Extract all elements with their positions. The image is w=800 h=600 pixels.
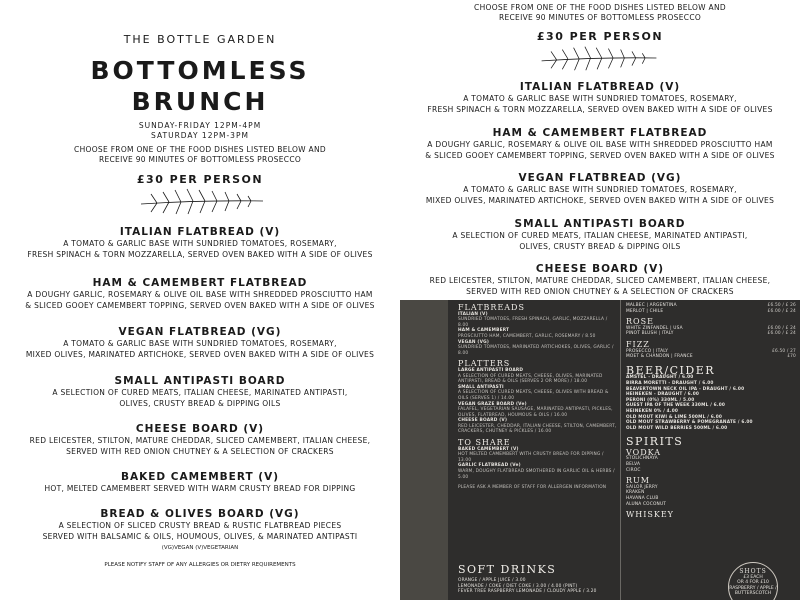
board-item-name: GARLIC FLATBREAD (Ve) bbox=[458, 463, 521, 469]
menu-item-desc: A DOUGHY GARLIC, ROSEMARY & OLIVE OIL BASE WITH SHREDDED PROSCIUTTO HAM bbox=[27, 290, 373, 299]
soft-drinks-section bbox=[458, 555, 618, 595]
board-item: ORANGE / APPLE JUICE / 3.00 bbox=[458, 578, 526, 583]
menu-item-desc: OLIVES, CRUSTY BREAD & DIPPING OILS bbox=[519, 241, 681, 251]
board-item: SAILOR JERRY bbox=[626, 484, 658, 490]
menu-board bbox=[448, 300, 800, 600]
menu-item-desc: HOT, MELTED CAMEMBERT SERVED WITH WARM CRUSTY BREAD FOR DIPPING bbox=[44, 484, 356, 493]
menu-item-name: CHEESE BOARD (V) bbox=[135, 423, 265, 435]
board-item: FEVER TREE RASPBERRY LEMONADE / CLOUDY APPLE / 3.20 bbox=[458, 589, 597, 595]
board-item-desc: SUNDRIED TOMATOES, MARINATED ARTICHOKES, OLIVES, GARLIC / 8.00 bbox=[458, 345, 614, 356]
menu-item-desc: A SELECTION OF SLICED CRUSTY BREAD & RUSTIC FLATBREAD PIECES bbox=[58, 521, 342, 530]
intro-line1: CHOOSE FROM ONE OF THE FOOD DISHES LISTED BELOW AND bbox=[474, 3, 726, 12]
board-item-name: MOET & CHANDON | FRANCE bbox=[626, 354, 693, 360]
board-item: LEMONADE / COKE / DIET COKE / 3.00 / 4.00 (PINT) bbox=[458, 583, 578, 589]
shots-line: RASPBERRY / APPLE / BUTTERSCOTCH bbox=[729, 585, 777, 596]
board-item: BIRRA MORETTI - DRAUGHT / 6.00 bbox=[626, 380, 714, 386]
section-heading: SPIRITS bbox=[626, 435, 684, 449]
menu-item-desc: A TOMATO & GARLIC BASE WITH SUNDRIED TOMATOES, ROSEMARY, bbox=[63, 239, 337, 248]
diet-legend: (VG)VEGAN (V)VEGETARIAN bbox=[161, 545, 239, 551]
board-item-name: SMALL ANTIPASTI bbox=[458, 384, 504, 390]
intro-line2: RECEIVE 90 MINUTES OF BOTTOMLESS PROSECCO bbox=[98, 155, 302, 164]
board-item-price: £6.00 / £ 24 bbox=[767, 331, 796, 337]
opening-hours bbox=[0, 121, 400, 140]
drinks-column bbox=[626, 300, 796, 519]
menu-item bbox=[400, 81, 800, 115]
board-item: OLD MOUT STRAWBERRY & POMEGRANATE / 6.00 bbox=[626, 420, 753, 426]
board-item-name: LARGE ANTIPASTI BOARD bbox=[458, 367, 524, 373]
menu-item-desc: SERVED WITH RED ONION CHUTNEY & A SELECTION OF CRACKERS bbox=[466, 286, 734, 296]
allergen-note: PLEASE ASK A MEMBER OF STAFF FOR ALLERGEN INFORMATION bbox=[458, 485, 607, 491]
section-heading: BEER/CIDER bbox=[626, 363, 716, 377]
intro-text bbox=[400, 3, 800, 23]
board-item-price: £6.50 / £ 26 bbox=[767, 303, 796, 308]
section-heading: PLATTERS bbox=[458, 359, 511, 369]
menu-item-desc: MIXED OLIVES, MARINATED ARTICHOKE, SERVED OVEN BAKED WITH A SIDE OF OLIVES bbox=[25, 349, 375, 359]
board-item-name: CHEESE BOARD (V) bbox=[458, 418, 508, 424]
hours-line2: SATURDAY 12PM-3PM bbox=[151, 130, 249, 140]
hours-line1: SUNDAY-FRIDAY 12PM-4PM bbox=[138, 121, 262, 130]
board-item-desc: RED LEICESTER, CHEDDAR, ITALIAN CHEESE, STILTON, CAMEMBERT, CRACKERS, CHUTNEY & PICKLES / 16.00 bbox=[458, 423, 617, 435]
board-item-desc: A SELECTION OF CURED MEATS, CHEESE, OLIVES, MARINATED ANTIPASTI, BREAD & OILS (SERVES 2 OR MORE) / 18.00 bbox=[458, 373, 603, 385]
menu-item-desc: RED LEICESTER, STILTON, MATURE CHEDDAR, SLICED CAMEMBERT, ITALIAN CHEESE, bbox=[429, 276, 771, 285]
shots-badge bbox=[728, 562, 778, 600]
board-item-desc: A SELECTION OF CURED MEATS, CHEESE, OLIVES WITH BREAD & OILS (SERVES 1) / 14.00 bbox=[458, 390, 609, 401]
venue-name: THE BOTTLE GARDEN bbox=[123, 33, 277, 46]
board-item-desc: HOT MELTED CAMEMBERT WITH CRUSTY BREAD FOR DIPPING / 13.00 bbox=[458, 452, 604, 463]
board-item-name: WHITE ZINFANDEL | USA bbox=[626, 325, 683, 331]
menu-item bbox=[400, 127, 800, 161]
board-row bbox=[626, 309, 796, 315]
board-item: PERONI (0%) 330ML / 5.00 bbox=[626, 397, 695, 403]
menu-item-desc: RED LEICESTER, STILTON, MATURE CHEDDAR, SLICED CAMEMBERT, ITALIAN CHEESE, bbox=[29, 436, 371, 445]
section-heading: SOFT DRINKS bbox=[458, 563, 557, 576]
rosemary-branch-icon bbox=[534, 42, 664, 74]
menu-item bbox=[400, 263, 800, 297]
shots-line: OR 4 FOR £10 bbox=[737, 580, 769, 585]
right-top-menu-panel bbox=[400, 0, 800, 300]
board-item: GUEST IPA OF THE WEEK 330ML / 6.00 bbox=[626, 403, 726, 409]
board-item-name: ITALIAN (V) bbox=[458, 311, 488, 317]
board-item: ALUNA COCONUT bbox=[626, 501, 667, 507]
menu-item-name: CHEESE BOARD (V) bbox=[535, 263, 665, 275]
board-item-price: £70 bbox=[787, 354, 796, 360]
board-item-desc: FALAFEL, VEGETARIAN SAUSAGE, MARINATED ANTIPASTI, PICKLES, OLIVES, FLATBREAD, HOUMOUS & OILS / 16.00 bbox=[458, 407, 613, 418]
menu-item bbox=[0, 423, 400, 457]
board-item-price: £6.50 / 27 bbox=[772, 348, 796, 354]
board-item: HEINEKEN 0% / 4.00 bbox=[626, 408, 679, 414]
section-heading: ROSE bbox=[626, 317, 654, 327]
board-item: OLD MOUT WILD BERRIES 500ML / 6.00 bbox=[626, 425, 728, 431]
price: £30 PER PERSON bbox=[536, 30, 664, 43]
board-item: BEAVERTOWN NECK OIL IPA - DRAUGHT / 6.00 bbox=[626, 386, 745, 392]
menu-item-desc: A TOMATO & GARLIC BASE WITH SUNDRIED TOMATOES, ROSEMARY, bbox=[63, 339, 337, 348]
board-item-name: PINOT BLUSH | ITALY bbox=[626, 331, 674, 337]
menu-item-name: SMALL ANTIPASTI BOARD bbox=[514, 218, 686, 230]
board-item-desc: PROSCIUTTO HAM, CAMEMBERT, GARLIC, ROSEMARY / 8.50 bbox=[458, 333, 596, 339]
section-heading: VODKA bbox=[626, 447, 662, 457]
menu-item-desc: & SLICED GOOEY CAMEMBERT TOPPING, SERVED OVEN BAKED WITH A SIDE OF OLIVES bbox=[25, 300, 375, 310]
board-item-desc: SUNDRIED TOMATOES, FRESH SPINACH, GARLIC, MOZZARELLA / 8.00 bbox=[458, 317, 608, 328]
menu-item-desc: A TOMATO & GARLIC BASE WITH SUNDRIED TOMATOES, ROSEMARY, bbox=[463, 185, 737, 194]
menu-item-desc: A TOMATO & GARLIC BASE WITH SUNDRIED TOMATOES, ROSEMARY, bbox=[463, 94, 737, 103]
shots-line: £3 EACH bbox=[743, 574, 763, 580]
menu-item bbox=[0, 471, 400, 495]
board-item: OLD MOUT KIWI & LIME 500ML / 6.00 bbox=[626, 414, 723, 420]
board-item-name: HAM & CAMEMBERT bbox=[458, 328, 510, 334]
menu-title-line1: BOTTOMLESS bbox=[90, 56, 310, 85]
menu-item bbox=[0, 277, 400, 311]
menu-item bbox=[0, 375, 400, 409]
menu-item bbox=[400, 172, 800, 206]
board-item-name: VEGAN GRAZE BOARD (Ve) bbox=[458, 401, 527, 407]
board-item-price: £6.00 / £ 24 bbox=[767, 325, 796, 331]
menu-item-desc: A SELECTION OF CURED MEATS, ITALIAN CHEESE, MARINATED ANTIPASTI, bbox=[52, 388, 348, 397]
menu-item-desc: & SLICED GOOEY CAMEMBERT TOPPING, SERVED OVEN BAKED WITH A SIDE OF OLIVES bbox=[425, 150, 775, 160]
menu-item-name: HAM & CAMEMBERT FLATBREAD bbox=[92, 277, 308, 289]
board-item: AMSTEL - DRAUGHT / 6.00 bbox=[626, 375, 694, 381]
shots-title: SHOTS bbox=[739, 568, 767, 575]
intro-text bbox=[0, 145, 400, 165]
board-item: CIROC bbox=[626, 467, 641, 473]
menu-item-desc: FRESH SPINACH & TORN MOZZARELLA, SERVED OVEN BAKED WITH A SIDE OF OLIVES bbox=[27, 249, 373, 259]
price: £30 PER PERSON bbox=[136, 173, 264, 186]
menu-item-desc: SERVED WITH RED ONION CHUTNEY & A SELECTION OF CRACKERS bbox=[66, 446, 334, 456]
board-item-name: BAKED CAMEMBERT (V) bbox=[458, 446, 519, 452]
menu-title-line2: BRUNCH bbox=[131, 87, 269, 116]
menu-item-desc: SERVED WITH BALSAMIC & OILS, HOUMOUS, OLIVES, & MARINATED ANTIPASTI bbox=[42, 531, 358, 541]
allergy-notice: PLEASE NOTIFY STAFF OF ANY ALLERGIES OR DIETRY REQUIREMENTS bbox=[104, 562, 296, 568]
menu-item-name: HAM & CAMEMBERT FLATBREAD bbox=[492, 127, 708, 139]
board-item: BELVA bbox=[626, 462, 641, 468]
menu-item-name: ITALIAN FLATBREAD (V) bbox=[519, 81, 681, 93]
section-heading: RUM bbox=[626, 476, 650, 486]
intro-line1: CHOOSE FROM ONE OF THE FOOD DISHES LISTED BELOW AND bbox=[74, 145, 326, 154]
menu-board-photo bbox=[400, 300, 800, 600]
menu-item-name: BREAD & OLIVES BOARD (VG) bbox=[100, 508, 300, 520]
board-item-name: PROSECCO | ITALY bbox=[626, 348, 669, 354]
section-heading: WHISKEY bbox=[626, 510, 674, 520]
food-column bbox=[458, 300, 618, 491]
column-divider bbox=[620, 300, 621, 600]
menu-item-desc: FRESH SPINACH & TORN MOZZARELLA, SERVED OVEN BAKED WITH A SIDE OF OLIVES bbox=[427, 104, 773, 114]
board-item-name: MERLOT | CHILE bbox=[626, 308, 664, 314]
menu-item-desc: A SELECTION OF CURED MEATS, ITALIAN CHEESE, MARINATED ANTIPASTI, bbox=[452, 231, 748, 240]
menu-item-desc: MIXED OLIVES, MARINATED ARTICHOKE, SERVED OVEN BAKED WITH A SIDE OF OLIVES bbox=[425, 195, 775, 205]
menu-item-name: VEGAN FLATBREAD (VG) bbox=[518, 172, 682, 184]
menu-item-desc: OLIVES, CRUSTY BREAD & DIPPING OILS bbox=[119, 398, 281, 408]
section-heading: TO SHARE bbox=[458, 438, 511, 448]
board-item: HEINEKEN - DRAUGHT / 6.00 bbox=[626, 392, 700, 398]
board-item: HAVANA CLUB bbox=[626, 496, 659, 502]
board-item-name: MALBEC | ARGENTINA bbox=[626, 303, 677, 308]
menu-item bbox=[0, 226, 400, 260]
menu-item bbox=[400, 218, 800, 252]
intro-line2: RECEIVE 90 MINUTES OF BOTTOMLESS PROSECCO bbox=[498, 13, 702, 22]
section-heading: FLATBREADS bbox=[458, 303, 525, 312]
menu-item-desc: A DOUGHY GARLIC, ROSEMARY & OLIVE OIL BASE WITH SHREDDED PROSCIUTTO HAM bbox=[427, 140, 773, 149]
menu-item-name: SMALL ANTIPASTI BOARD bbox=[114, 375, 286, 387]
board-item: KRAKEN bbox=[626, 490, 645, 496]
board-row bbox=[626, 354, 796, 360]
menu-item bbox=[0, 326, 400, 360]
board-item-name: VEGAN (VG) bbox=[458, 339, 489, 345]
board-item: STOLICHNAYA bbox=[626, 456, 658, 462]
menu-item-name: ITALIAN FLATBREAD (V) bbox=[119, 226, 281, 238]
rosemary-branch-icon bbox=[137, 184, 267, 218]
menu-item bbox=[0, 508, 400, 542]
section-heading: FIZZ bbox=[626, 339, 650, 349]
soft-drinks-list bbox=[458, 578, 618, 595]
menu-item-name: VEGAN FLATBREAD (VG) bbox=[118, 326, 282, 338]
board-row bbox=[626, 331, 796, 337]
menu-item-name: BAKED CAMEMBERT (V) bbox=[120, 471, 280, 483]
board-item-price: £6.00 / £ 24 bbox=[767, 308, 796, 314]
board-item-desc: WARM, DOUGHY FLATBREAD SMOTHERED IN GARLIC OIL & HERBS / 5.00 bbox=[458, 469, 615, 480]
